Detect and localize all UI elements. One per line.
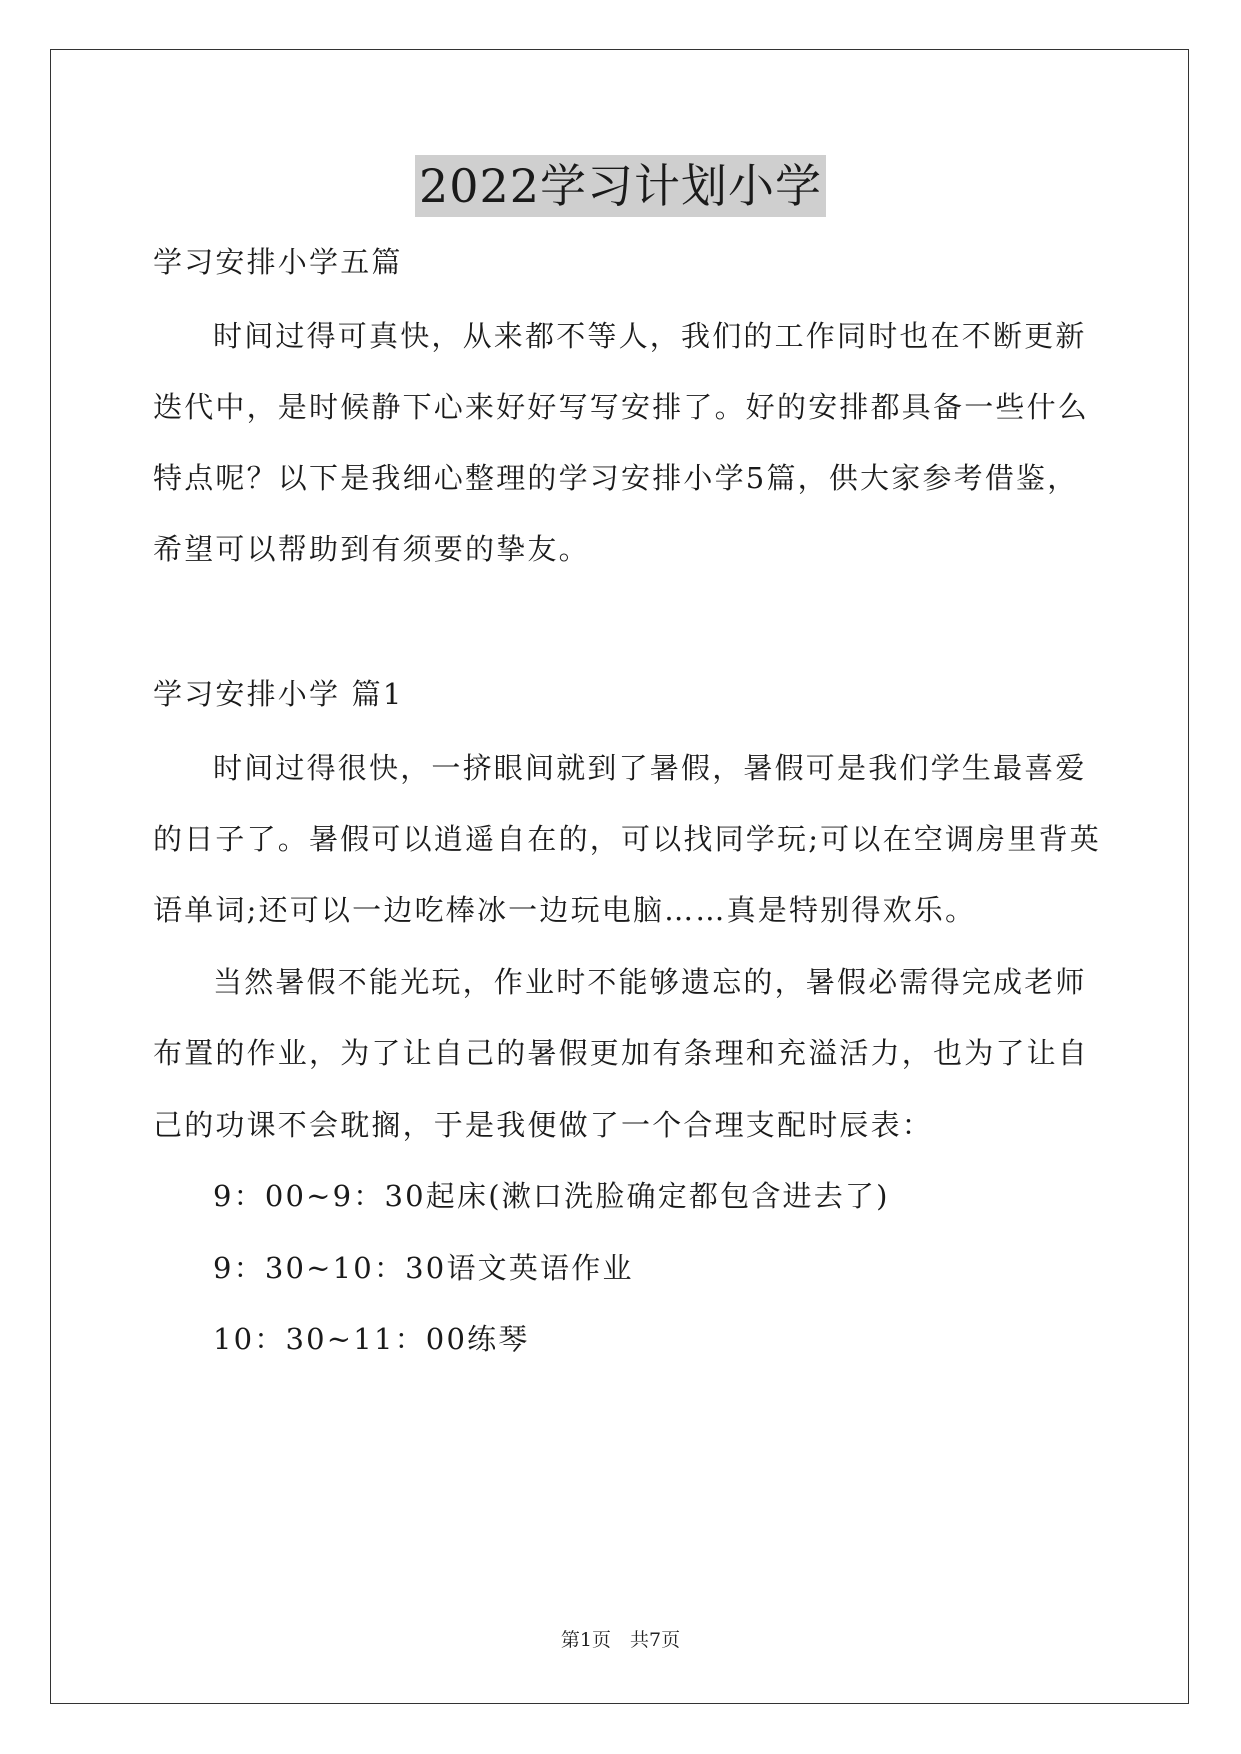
- page-footer: 第1页 共7页: [560, 1629, 681, 1651]
- schedule-item: 10：30~11：00练琴: [213, 1322, 530, 1356]
- document-title: 2022学习计划小学: [415, 155, 826, 217]
- schedule-item: 9：00~9：30起床(漱口洗脸确定都包含进去了): [213, 1179, 890, 1213]
- paragraph-line: 语单词;还可以一边吃棒冰一边玩电脑……真是特别得欢乐。: [153, 893, 977, 927]
- paragraph-line: 希望可以帮助到有须要的挚友。: [153, 532, 590, 566]
- title-block: [0, 155, 1241, 217]
- paragraph-line: 时间过得可真快，从来都不等人，我们的工作同时也在不断更新: [213, 319, 1087, 353]
- paragraph-line: 迭代中，是时候静下心来好好写写安排了。好的安排都具备一些什么: [153, 390, 1090, 424]
- section-heading: 学习安排小学 篇1: [153, 677, 404, 711]
- page-border: [50, 49, 1189, 1704]
- paragraph-line: 时间过得很快，一挤眼间就到了暑假，暑假可是我们学生最喜爱: [213, 751, 1087, 785]
- paragraph-line: 布置的作业，为了让自己的暑假更加有条理和充溢活力，也为了让自: [153, 1036, 1090, 1070]
- paragraph-line: 的日子了。暑假可以逍遥自在的，可以找同学玩;可以在空调房里背英: [153, 822, 1101, 856]
- paragraph-line: 特点呢？以下是我细心整理的学习安排小学5篇，供大家参考借鉴，: [153, 461, 1079, 495]
- paragraph-line: 己的功课不会耽搁，于是我便做了一个合理支配时辰表：: [153, 1108, 934, 1142]
- schedule-item: 9：30~10：30语文英语作业: [213, 1251, 634, 1285]
- paragraph-line: 当然暑假不能光玩，作业时不能够遗忘的，暑假必需得完成老师: [213, 965, 1087, 999]
- section-heading: 学习安排小学五篇: [153, 245, 403, 279]
